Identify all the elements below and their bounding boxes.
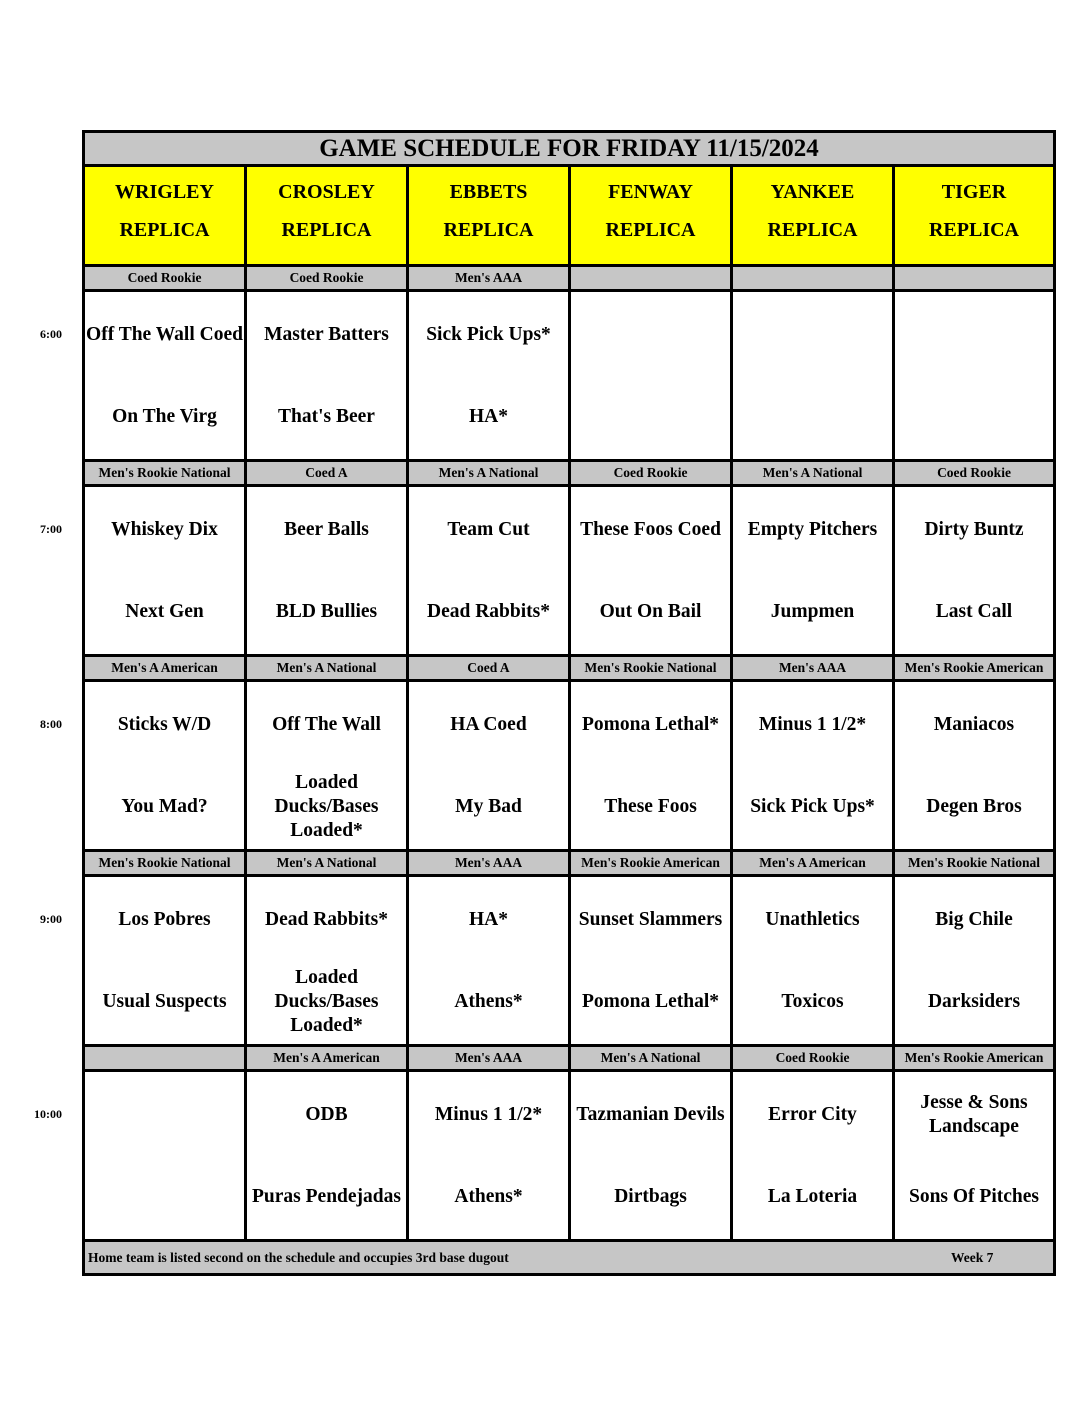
visiting-team: ODB — [305, 1103, 348, 1125]
division-row — [85, 852, 1053, 877]
visiting-team: Empty Pitchers — [747, 518, 878, 540]
home-team: BLD Bullies — [275, 601, 378, 622]
visiting-team: Dead Rabbits* — [265, 908, 388, 930]
home-team: Usual Suspects — [102, 991, 227, 1012]
games-row — [85, 682, 1053, 852]
field-sub: REPLICA — [928, 219, 1019, 241]
schedule-sheet — [82, 130, 1056, 1276]
division-row — [85, 1047, 1053, 1072]
visiting-team — [733, 296, 892, 373]
home-team: Athens* — [454, 1186, 523, 1207]
game-cell — [895, 877, 1053, 1047]
visiting-team: Tazmanian Devils — [576, 1103, 725, 1125]
field-sub: REPLICA — [281, 219, 372, 241]
division-label: Men's Rookie American — [895, 1047, 1053, 1072]
home-team: Dead Rabbits* — [427, 601, 550, 622]
game-cell — [895, 682, 1053, 852]
game-cell — [85, 1072, 247, 1242]
division-label: Men's AAA — [409, 1047, 571, 1072]
field-sub: REPLICA — [443, 219, 534, 241]
game-cell — [733, 487, 895, 657]
game-cell — [409, 877, 571, 1047]
division-label: Men's A National — [571, 1047, 733, 1072]
game-cell — [247, 682, 409, 852]
visiting-team: Big Chile — [935, 908, 1013, 930]
visiting-team: HA* — [469, 908, 508, 930]
visiting-team: Team Cut — [447, 518, 530, 540]
home-team — [85, 1158, 244, 1236]
division-label: Coed Rookie — [85, 267, 247, 292]
visiting-team: Off The Wall — [272, 713, 381, 735]
footer-note: Home team is listed second on the schedule and occupies 3rd base dugout — [88, 1250, 509, 1265]
division-label — [571, 267, 733, 292]
games-row — [85, 292, 1053, 462]
game-cell — [85, 292, 247, 462]
game-cell — [733, 682, 895, 852]
game-cell — [85, 487, 247, 657]
page-title: GAME SCHEDULE FOR FRIDAY 11/15/2024 — [85, 133, 1053, 167]
time-slots — [85, 267, 1053, 1242]
field-header — [733, 167, 895, 267]
game-cell — [733, 1072, 895, 1242]
home-team: Jumpmen — [770, 601, 855, 622]
division-row — [85, 267, 1053, 292]
time-label: 9:00 — [40, 912, 62, 926]
visiting-team: HA Coed — [450, 713, 527, 735]
home-team: That's Beer — [278, 406, 375, 427]
game-cell — [895, 487, 1053, 657]
division-label: Men's Rookie National — [85, 462, 247, 487]
visiting-team: Pomona Lethal* — [581, 713, 720, 735]
home-team — [733, 378, 892, 456]
division-label: Men's A National — [733, 462, 895, 487]
game-cell — [571, 292, 733, 462]
home-team: Puras Pendejadas — [252, 1186, 401, 1207]
visiting-team: Error City — [768, 1103, 857, 1125]
home-team — [895, 378, 1053, 456]
schedule-grid — [85, 167, 1053, 1242]
home-team: Athens* — [454, 991, 523, 1012]
home-team: On The Virg — [112, 406, 217, 427]
time-label: 6:00 — [40, 327, 62, 341]
home-team: Degen Bros — [926, 796, 1022, 817]
division-label: Men's A National — [247, 657, 409, 682]
home-team: Loaded Ducks/Bases Loaded* — [274, 772, 379, 841]
time-label: 7:00 — [40, 522, 62, 536]
home-team: Next Gen — [125, 601, 204, 622]
field-header — [571, 167, 733, 267]
footer-bar — [85, 1242, 1053, 1273]
division-label: Men's A American — [733, 852, 895, 877]
visiting-team: Sunset Slammers — [578, 908, 723, 930]
home-team: Pomona Lethal* — [581, 991, 720, 1012]
game-cell — [247, 877, 409, 1047]
field-name: WRIGLEY — [115, 181, 214, 203]
visiting-team: Beer Balls — [284, 518, 369, 540]
week-label: Week 7 — [951, 1250, 994, 1265]
division-label: Coed Rookie — [733, 1047, 895, 1072]
game-cell — [895, 292, 1053, 462]
visiting-team: Unathletics — [765, 908, 860, 930]
visiting-team: Minus 1 1/2* — [434, 1103, 543, 1125]
game-cell — [733, 292, 895, 462]
division-label: Men's Rookie National — [571, 657, 733, 682]
game-cell — [571, 487, 733, 657]
home-team: Darksiders — [927, 991, 1021, 1012]
visiting-team: Whiskey Dix — [111, 518, 218, 540]
games-row — [85, 877, 1053, 1047]
time-slot-block — [85, 267, 1053, 462]
division-label: Men's A American — [85, 657, 247, 682]
games-row — [85, 1072, 1053, 1242]
division-label: Men's Rookie American — [895, 657, 1053, 682]
visiting-team: Jesse & Sons Landscape — [920, 1091, 1028, 1137]
division-row — [85, 657, 1053, 682]
division-label: Men's AAA — [409, 267, 571, 292]
field-sub: REPLICA — [767, 219, 858, 241]
division-label: Men's Rookie National — [85, 852, 247, 877]
division-row — [85, 462, 1053, 487]
game-cell — [571, 1072, 733, 1242]
field-sub: REPLICA — [605, 219, 696, 241]
division-label: Men's A American — [247, 1047, 409, 1072]
game-cell — [409, 487, 571, 657]
home-team: HA* — [469, 406, 508, 427]
time-slot-block — [85, 462, 1053, 657]
field-name: EBBETS — [449, 181, 528, 203]
game-cell — [571, 877, 733, 1047]
time-label: 8:00 — [40, 717, 62, 731]
game-cell — [247, 487, 409, 657]
division-label: Men's AAA — [409, 852, 571, 877]
field-name: CROSLEY — [278, 181, 375, 203]
home-team — [571, 378, 730, 456]
home-team: La Loteria — [767, 1186, 858, 1207]
division-label: Coed A — [409, 657, 571, 682]
division-label: Men's Rookie National — [895, 852, 1053, 877]
visiting-team — [85, 1076, 244, 1153]
field-header-row — [85, 167, 1053, 267]
field-name: FENWAY — [608, 181, 693, 203]
home-team: You Mad? — [121, 796, 208, 817]
field-name: TIGER — [941, 181, 1007, 203]
field-header — [409, 167, 571, 267]
division-label: Men's Rookie American — [571, 852, 733, 877]
division-label — [733, 267, 895, 292]
home-team: Sons Of Pitches — [908, 1186, 1039, 1207]
home-team: Sick Pick Ups* — [750, 796, 875, 817]
visiting-team — [895, 296, 1053, 373]
home-team: My Bad — [455, 796, 522, 817]
home-team: These Foos — [604, 796, 697, 817]
game-cell — [247, 1072, 409, 1242]
home-team: Toxicos — [781, 991, 844, 1012]
home-team: Dirtbags — [614, 1186, 687, 1207]
field-header — [247, 167, 409, 267]
home-team: Out On Bail — [599, 601, 702, 622]
game-cell — [247, 292, 409, 462]
visiting-team: These Foos Coed — [580, 518, 721, 540]
visiting-team: Off The Wall Coed — [86, 323, 243, 345]
game-cell — [733, 877, 895, 1047]
visiting-team — [571, 296, 730, 373]
division-label: Coed Rookie — [571, 462, 733, 487]
time-slot-block — [85, 852, 1053, 1047]
field-header — [85, 167, 247, 267]
visiting-team: Sticks W/D — [117, 713, 212, 735]
field-header — [895, 167, 1053, 267]
time-slot-block — [85, 657, 1053, 852]
field-sub: REPLICA — [119, 219, 210, 241]
game-cell — [895, 1072, 1053, 1242]
time-label: 10:00 — [34, 1107, 62, 1121]
division-label — [85, 1047, 247, 1072]
game-cell — [85, 682, 247, 852]
visiting-team: Maniacos — [933, 713, 1015, 735]
game-cell — [85, 877, 247, 1047]
games-row — [85, 487, 1053, 657]
division-label: Men's A National — [409, 462, 571, 487]
home-team: Last Call — [935, 601, 1013, 622]
visiting-team: Dirty Buntz — [924, 518, 1024, 540]
game-cell — [409, 1072, 571, 1242]
home-team: Loaded Ducks/Bases Loaded* — [274, 967, 379, 1036]
game-cell — [409, 292, 571, 462]
visiting-team: Sick Pick Ups* — [426, 323, 551, 345]
visiting-team: Los Pobres — [118, 908, 211, 930]
division-label: Coed Rookie — [247, 267, 409, 292]
visiting-team: Minus 1 1/2* — [758, 713, 867, 735]
division-label: Coed A — [247, 462, 409, 487]
division-label — [895, 267, 1053, 292]
division-label: Coed Rookie — [895, 462, 1053, 487]
field-name: YANKEE — [770, 181, 855, 203]
time-slot-block — [85, 1047, 1053, 1242]
game-cell — [409, 682, 571, 852]
game-cell — [571, 682, 733, 852]
visiting-team: Master Batters — [264, 323, 389, 345]
division-label: Men's AAA — [733, 657, 895, 682]
division-label: Men's A National — [247, 852, 409, 877]
